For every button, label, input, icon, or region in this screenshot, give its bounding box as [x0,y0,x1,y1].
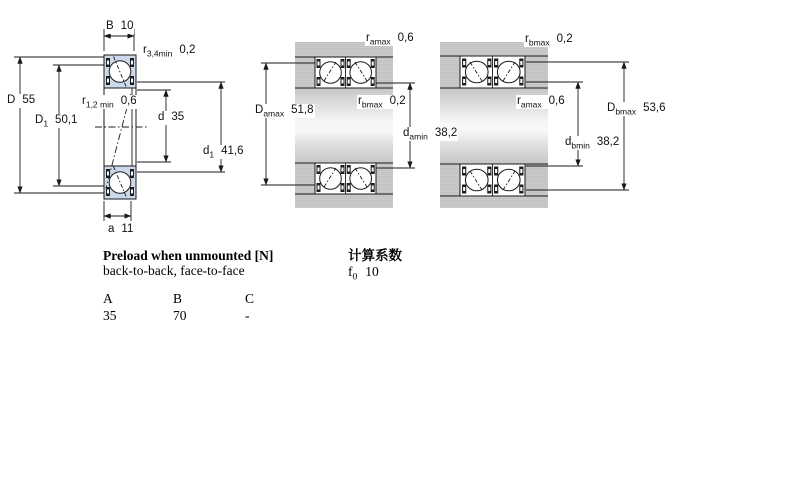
preload-col-header-c: C [245,291,255,306]
preload-value-a: 35 [103,308,117,323]
label-ramax-right: $r_{amax}$ 0,6 [517,95,565,110]
preload-value-c: - [245,308,250,323]
label-D: D 55 [7,94,36,106]
label-rbmax-right: $r_{bmax}$ 0,2 [525,33,573,48]
label-r12min: $r_{1,2 min}$ 0,6 [82,95,137,110]
label-B: B 10 [106,20,134,32]
label-Dbmax: $D_{bmax}$ 53,6 [607,102,666,117]
calculation-title: 计算系数 [348,248,402,263]
label-d: d 35 [158,111,185,123]
dim-Dbmax [526,62,629,190]
preload-col-header-b: B [173,291,183,306]
preload-value-b: 70 [173,308,187,323]
dim-d [137,90,171,162]
label-dbmin: $d_{bmin}$ 38,2 [565,136,620,151]
dim-Damax [261,63,315,185]
mounted-pair-a-diagram [261,57,415,194]
calculation-f0: $f_0$ 10 [348,264,379,283]
label-D1: $D_1$ 50,1 [35,114,78,129]
label-damin: $d_{amin}$ 38,2 [403,127,458,142]
label-a: a 11 [108,223,134,235]
preload-title: Preload when unmounted [N] [103,248,274,263]
label-rbmax-middle: $r_{bmax}$ 0,2 [358,95,406,110]
label-Damax: $D_{amax}$ 51,8 [255,104,314,119]
preload-col-header-a: A [103,291,113,306]
label-ramax-middle: $r_{amax}$ 0,6 [366,32,414,47]
dim-a [104,201,131,221]
label-r34min: $r_{3,4min}$ 0,2 [143,44,196,59]
preload-subtitle: back-to-back, face-to-face [103,263,245,278]
mounted-pair-b-diagram [440,56,629,196]
label-d1: $d_1$ 41,6 [203,145,244,160]
